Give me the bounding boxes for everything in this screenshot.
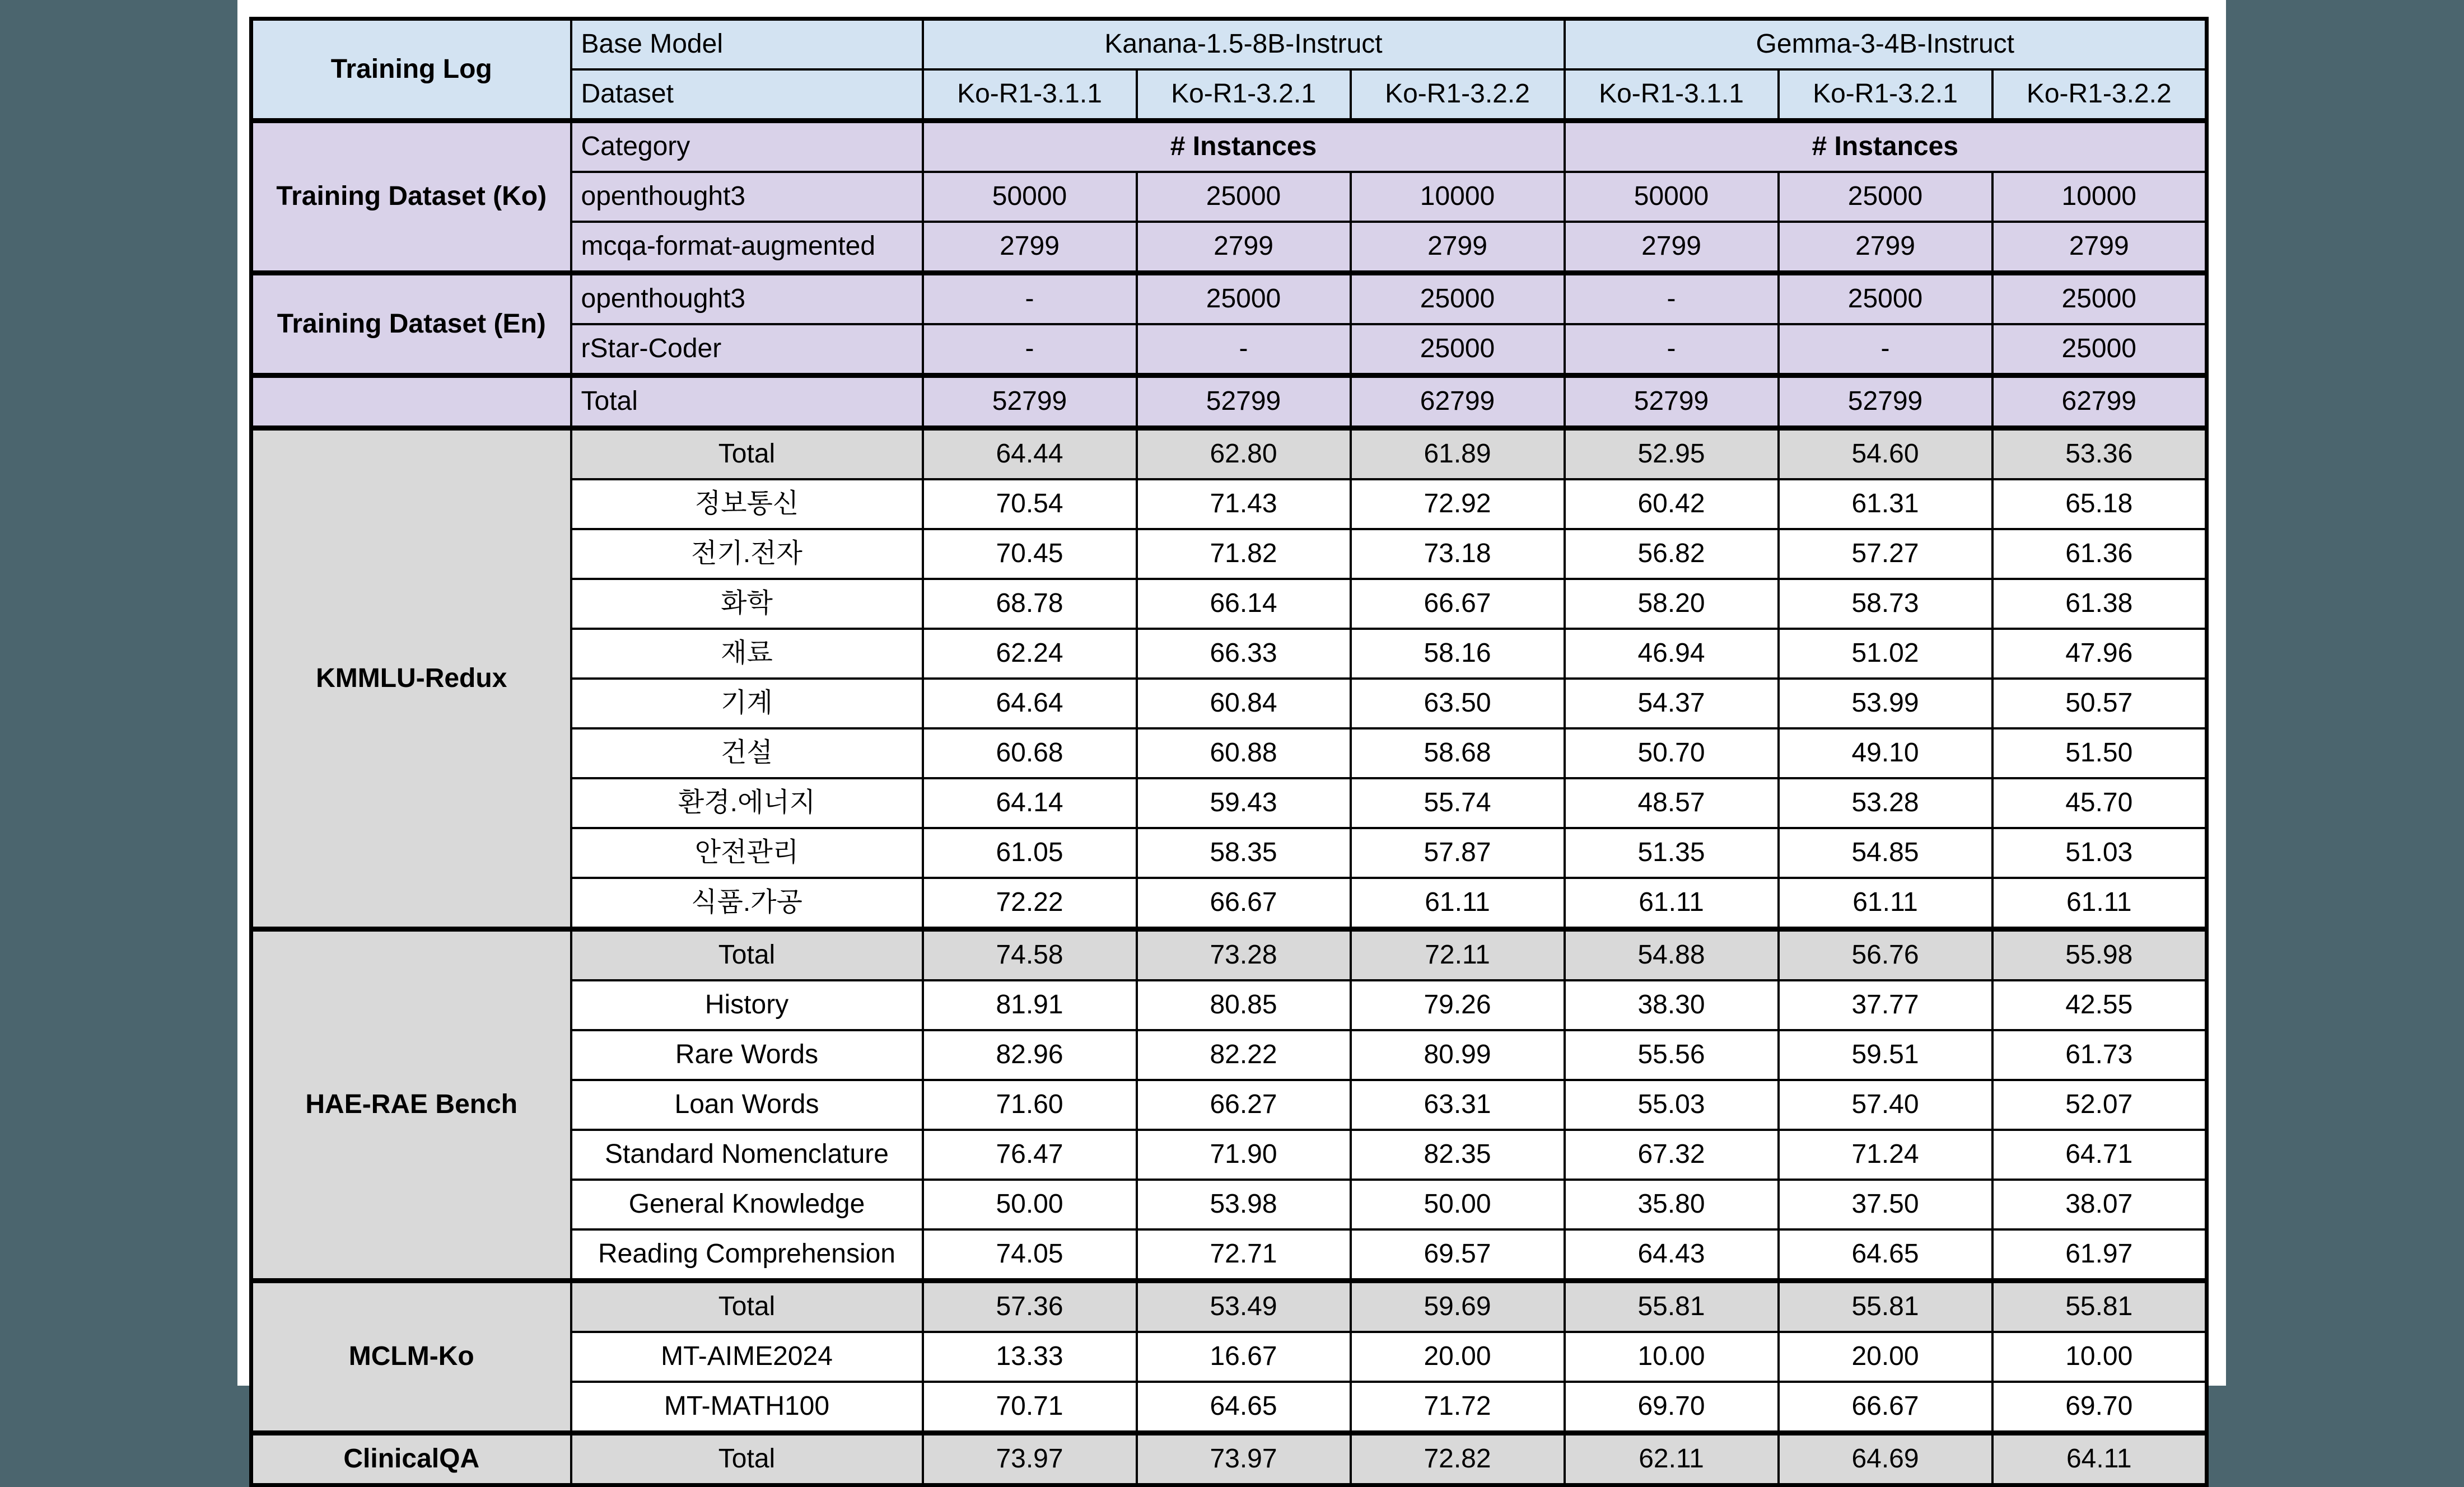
- value-cell: 61.31: [1779, 479, 1992, 529]
- category-cell: Rare Words: [571, 1030, 923, 1080]
- value-cell: 50.57: [1992, 679, 2207, 728]
- section-label-cell: KMMLU-Redux: [251, 428, 571, 929]
- category-cell: History: [571, 980, 923, 1030]
- value-cell: 62.11: [1565, 1433, 1779, 1485]
- value-cell: 25000: [1351, 273, 1565, 325]
- value-cell: 57.27: [1779, 529, 1992, 579]
- value-cell: 71.43: [1137, 479, 1351, 529]
- value-cell: 2799: [1565, 222, 1779, 273]
- category-cell: 재료: [571, 629, 923, 679]
- value-cell: -: [1779, 324, 1992, 376]
- value-cell: 61.05: [923, 828, 1137, 878]
- value-cell: 60.42: [1565, 479, 1779, 529]
- run-name-cell: Ko-R1-3.2.1: [1779, 69, 1992, 121]
- value-cell: 61.73: [1992, 1030, 2207, 1080]
- value-cell: 61.89: [1351, 428, 1565, 480]
- value-cell: 57.36: [923, 1281, 1137, 1332]
- category-cell: Total: [571, 1281, 923, 1332]
- run-name-cell: Ko-R1-3.2.1: [1137, 69, 1351, 121]
- category-cell: Total: [571, 1433, 923, 1485]
- value-cell: 38.07: [1992, 1180, 2207, 1229]
- model-name-cell: Kanana-1.5-8B-Instruct: [923, 19, 1565, 70]
- value-cell: 10.00: [1992, 1332, 2207, 1382]
- value-cell: 38.30: [1565, 980, 1779, 1030]
- dataset-label-cell: Dataset: [571, 69, 923, 121]
- category-cell: Reading Comprehension: [571, 1229, 923, 1281]
- category-cell: 전기.전자: [571, 529, 923, 579]
- value-cell: 61.11: [1565, 878, 1779, 929]
- value-cell: 64.43: [1565, 1229, 1779, 1281]
- value-cell: 55.81: [1992, 1281, 2207, 1332]
- table-row: [251, 1433, 2207, 1485]
- category-cell: 화학: [571, 579, 923, 629]
- value-cell: 51.02: [1779, 629, 1992, 679]
- value-cell: 64.69: [1779, 1433, 1992, 1485]
- category-cell: Category: [571, 121, 923, 172]
- section-label-cell: [251, 376, 571, 428]
- value-cell: 37.77: [1779, 980, 1992, 1030]
- value-cell: 64.14: [923, 778, 1137, 828]
- section-label-cell: Training Dataset (Ko): [251, 121, 571, 273]
- value-cell: 20.00: [1351, 1332, 1565, 1382]
- value-cell: 25000: [1137, 273, 1351, 325]
- value-cell: 25000: [1992, 273, 2207, 325]
- category-cell: 건설: [571, 728, 923, 778]
- value-cell: 66.33: [1137, 629, 1351, 679]
- value-cell: 2799: [1779, 222, 1992, 273]
- value-cell: 50000: [923, 172, 1137, 222]
- value-cell: 61.36: [1992, 529, 2207, 579]
- value-cell: 71.82: [1137, 529, 1351, 579]
- value-cell: 59.69: [1351, 1281, 1565, 1332]
- value-cell: 10000: [1351, 172, 1565, 222]
- value-cell: 61.11: [1779, 878, 1992, 929]
- value-cell: 71.60: [923, 1080, 1137, 1130]
- instances-header-cell: # Instances: [1565, 121, 2207, 172]
- category-cell: MT-MATH100: [571, 1382, 923, 1433]
- value-cell: 58.20: [1565, 579, 1779, 629]
- category-cell: 식품.가공: [571, 878, 923, 929]
- value-cell: 69.57: [1351, 1229, 1565, 1281]
- value-cell: 59.43: [1137, 778, 1351, 828]
- sheet-canvas: [237, 0, 2226, 1474]
- value-cell: 55.03: [1565, 1080, 1779, 1130]
- section-label-cell: ClinicalQA: [251, 1433, 571, 1485]
- value-cell: 53.98: [1137, 1180, 1351, 1229]
- value-cell: 73.28: [1137, 929, 1351, 981]
- value-cell: 61.11: [1351, 878, 1565, 929]
- run-name-cell: Ko-R1-3.1.1: [1565, 69, 1779, 121]
- value-cell: 56.82: [1565, 529, 1779, 579]
- value-cell: 55.56: [1565, 1030, 1779, 1080]
- value-cell: 25000: [1779, 172, 1992, 222]
- value-cell: 55.81: [1779, 1281, 1992, 1332]
- value-cell: 71.72: [1351, 1382, 1565, 1433]
- value-cell: 63.50: [1351, 679, 1565, 728]
- value-cell: 52799: [923, 376, 1137, 428]
- value-cell: 72.71: [1137, 1229, 1351, 1281]
- value-cell: 45.70: [1992, 778, 2207, 828]
- value-cell: 61.38: [1992, 579, 2207, 629]
- section-label-cell: HAE-RAE Bench: [251, 929, 571, 1281]
- value-cell: 66.67: [1351, 579, 1565, 629]
- value-cell: 62799: [1351, 376, 1565, 428]
- value-cell: 2799: [1351, 222, 1565, 273]
- value-cell: 52.07: [1992, 1080, 2207, 1130]
- category-cell: openthought3: [571, 273, 923, 325]
- value-cell: 74.05: [923, 1229, 1137, 1281]
- model-name-cell: Gemma-3-4B-Instruct: [1565, 19, 2207, 70]
- value-cell: 58.73: [1779, 579, 1992, 629]
- value-cell: 53.49: [1137, 1281, 1351, 1332]
- value-cell: 69.70: [1992, 1382, 2207, 1433]
- value-cell: -: [923, 324, 1137, 376]
- category-cell: Total: [571, 929, 923, 981]
- value-cell: 51.50: [1992, 728, 2207, 778]
- value-cell: 64.44: [923, 428, 1137, 480]
- value-cell: 82.22: [1137, 1030, 1351, 1080]
- value-cell: 50.00: [1351, 1180, 1565, 1229]
- value-cell: -: [1137, 324, 1351, 376]
- value-cell: 72.11: [1351, 929, 1565, 981]
- value-cell: 62.24: [923, 629, 1137, 679]
- table-row: [251, 929, 2207, 981]
- value-cell: 48.57: [1565, 778, 1779, 828]
- category-cell: rStar-Coder: [571, 324, 923, 376]
- value-cell: -: [1565, 324, 1779, 376]
- value-cell: 76.47: [923, 1130, 1137, 1180]
- value-cell: 10.00: [1565, 1332, 1779, 1382]
- value-cell: 16.67: [1137, 1332, 1351, 1382]
- value-cell: 58.68: [1351, 728, 1565, 778]
- value-cell: -: [1565, 273, 1779, 325]
- category-cell: General Knowledge: [571, 1180, 923, 1229]
- value-cell: 53.36: [1992, 428, 2207, 480]
- section-label-cell: MCLM-Ko: [251, 1281, 571, 1433]
- category-cell: openthought3: [571, 172, 923, 222]
- value-cell: 66.27: [1137, 1080, 1351, 1130]
- category-cell: Total: [571, 428, 923, 480]
- value-cell: 52799: [1137, 376, 1351, 428]
- value-cell: 60.84: [1137, 679, 1351, 728]
- value-cell: 70.45: [923, 529, 1137, 579]
- table-row: [251, 121, 2207, 172]
- value-cell: 63.31: [1351, 1080, 1565, 1130]
- table-row: [251, 376, 2207, 428]
- value-cell: 60.68: [923, 728, 1137, 778]
- value-cell: 47.96: [1992, 629, 2207, 679]
- value-cell: 50.70: [1565, 728, 1779, 778]
- value-cell: 54.88: [1565, 929, 1779, 981]
- value-cell: 68.78: [923, 579, 1137, 629]
- run-name-cell: Ko-R1-3.2.2: [1351, 69, 1565, 121]
- value-cell: 71.24: [1779, 1130, 1992, 1180]
- table-row: [251, 273, 2207, 325]
- value-cell: 54.37: [1565, 679, 1779, 728]
- value-cell: 73.97: [923, 1433, 1137, 1485]
- value-cell: 67.32: [1565, 1130, 1779, 1180]
- value-cell: 55.81: [1565, 1281, 1779, 1332]
- value-cell: 25000: [1779, 273, 1992, 325]
- run-name-cell: Ko-R1-3.2.2: [1992, 69, 2207, 121]
- value-cell: 81.91: [923, 980, 1137, 1030]
- value-cell: 55.98: [1992, 929, 2207, 981]
- value-cell: 2799: [1992, 222, 2207, 273]
- value-cell: 70.71: [923, 1382, 1137, 1433]
- value-cell: 50000: [1565, 172, 1779, 222]
- value-cell: 61.97: [1992, 1229, 2207, 1281]
- value-cell: 25000: [1137, 172, 1351, 222]
- run-name-cell: Ko-R1-3.1.1: [923, 69, 1137, 121]
- value-cell: 25000: [1351, 324, 1565, 376]
- value-cell: 51.03: [1992, 828, 2207, 878]
- value-cell: 55.74: [1351, 778, 1565, 828]
- value-cell: 66.67: [1137, 878, 1351, 929]
- table-row: [251, 428, 2207, 480]
- training-log-cell: Training Log: [251, 19, 571, 121]
- value-cell: 79.26: [1351, 980, 1565, 1030]
- value-cell: 80.85: [1137, 980, 1351, 1030]
- value-cell: 69.70: [1565, 1382, 1779, 1433]
- value-cell: 64.11: [1992, 1433, 2207, 1485]
- value-cell: 25000: [1992, 324, 2207, 376]
- value-cell: 72.92: [1351, 479, 1565, 529]
- value-cell: 54.85: [1779, 828, 1992, 878]
- value-cell: 35.80: [1565, 1180, 1779, 1229]
- value-cell: 37.50: [1779, 1180, 1992, 1229]
- value-cell: 52799: [1565, 376, 1779, 428]
- value-cell: 65.18: [1992, 479, 2207, 529]
- value-cell: 52799: [1779, 376, 1992, 428]
- section-label-cell: Training Dataset (En): [251, 273, 571, 376]
- value-cell: 49.10: [1779, 728, 1992, 778]
- category-cell: 정보통신: [571, 479, 923, 529]
- value-cell: 50.00: [923, 1180, 1137, 1229]
- value-cell: 60.88: [1137, 728, 1351, 778]
- category-cell: 환경.에너지: [571, 778, 923, 828]
- value-cell: 74.58: [923, 929, 1137, 981]
- value-cell: 82.35: [1351, 1130, 1565, 1180]
- value-cell: 2799: [923, 222, 1137, 273]
- table-row-base-model: [251, 19, 2207, 70]
- value-cell: 53.28: [1779, 778, 1992, 828]
- value-cell: 64.64: [923, 679, 1137, 728]
- value-cell: 58.35: [1137, 828, 1351, 878]
- value-cell: 58.16: [1351, 629, 1565, 679]
- value-cell: 82.96: [923, 1030, 1137, 1080]
- category-cell: Loan Words: [571, 1080, 923, 1130]
- value-cell: 66.14: [1137, 579, 1351, 629]
- value-cell: 64.65: [1779, 1229, 1992, 1281]
- table-row: [251, 1281, 2207, 1332]
- value-cell: 42.55: [1992, 980, 2207, 1030]
- category-cell: Standard Nomenclature: [571, 1130, 923, 1180]
- value-cell: 61.11: [1992, 878, 2207, 929]
- value-cell: 64.65: [1137, 1382, 1351, 1433]
- value-cell: 64.71: [1992, 1130, 2207, 1180]
- value-cell: 46.94: [1565, 629, 1779, 679]
- value-cell: 70.54: [923, 479, 1137, 529]
- category-cell: 기계: [571, 679, 923, 728]
- value-cell: 72.22: [923, 878, 1137, 929]
- category-cell: MT-AIME2024: [571, 1332, 923, 1382]
- value-cell: 73.18: [1351, 529, 1565, 579]
- value-cell: 71.90: [1137, 1130, 1351, 1180]
- value-cell: -: [923, 273, 1137, 325]
- category-cell: 안전관리: [571, 828, 923, 878]
- value-cell: 80.99: [1351, 1030, 1565, 1080]
- value-cell: 62799: [1992, 376, 2207, 428]
- category-cell: mcqa-format-augmented: [571, 222, 923, 273]
- instances-header-cell: # Instances: [923, 121, 1565, 172]
- value-cell: 72.82: [1351, 1433, 1565, 1485]
- value-cell: 13.33: [923, 1332, 1137, 1382]
- value-cell: 51.35: [1565, 828, 1779, 878]
- value-cell: 56.76: [1779, 929, 1992, 981]
- value-cell: 73.97: [1137, 1433, 1351, 1485]
- value-cell: 57.87: [1351, 828, 1565, 878]
- value-cell: 52.95: [1565, 428, 1779, 480]
- base-model-label-cell: Base Model: [571, 19, 923, 70]
- value-cell: 10000: [1992, 172, 2207, 222]
- value-cell: 20.00: [1779, 1332, 1992, 1382]
- category-cell: Total: [571, 376, 923, 428]
- value-cell: 66.67: [1779, 1382, 1992, 1433]
- value-cell: 57.40: [1779, 1080, 1992, 1130]
- value-cell: 2799: [1137, 222, 1351, 273]
- value-cell: 59.51: [1779, 1030, 1992, 1080]
- training-log-table: [249, 17, 2209, 1487]
- value-cell: 62.80: [1137, 428, 1351, 480]
- value-cell: 54.60: [1779, 428, 1992, 480]
- value-cell: 53.99: [1779, 679, 1992, 728]
